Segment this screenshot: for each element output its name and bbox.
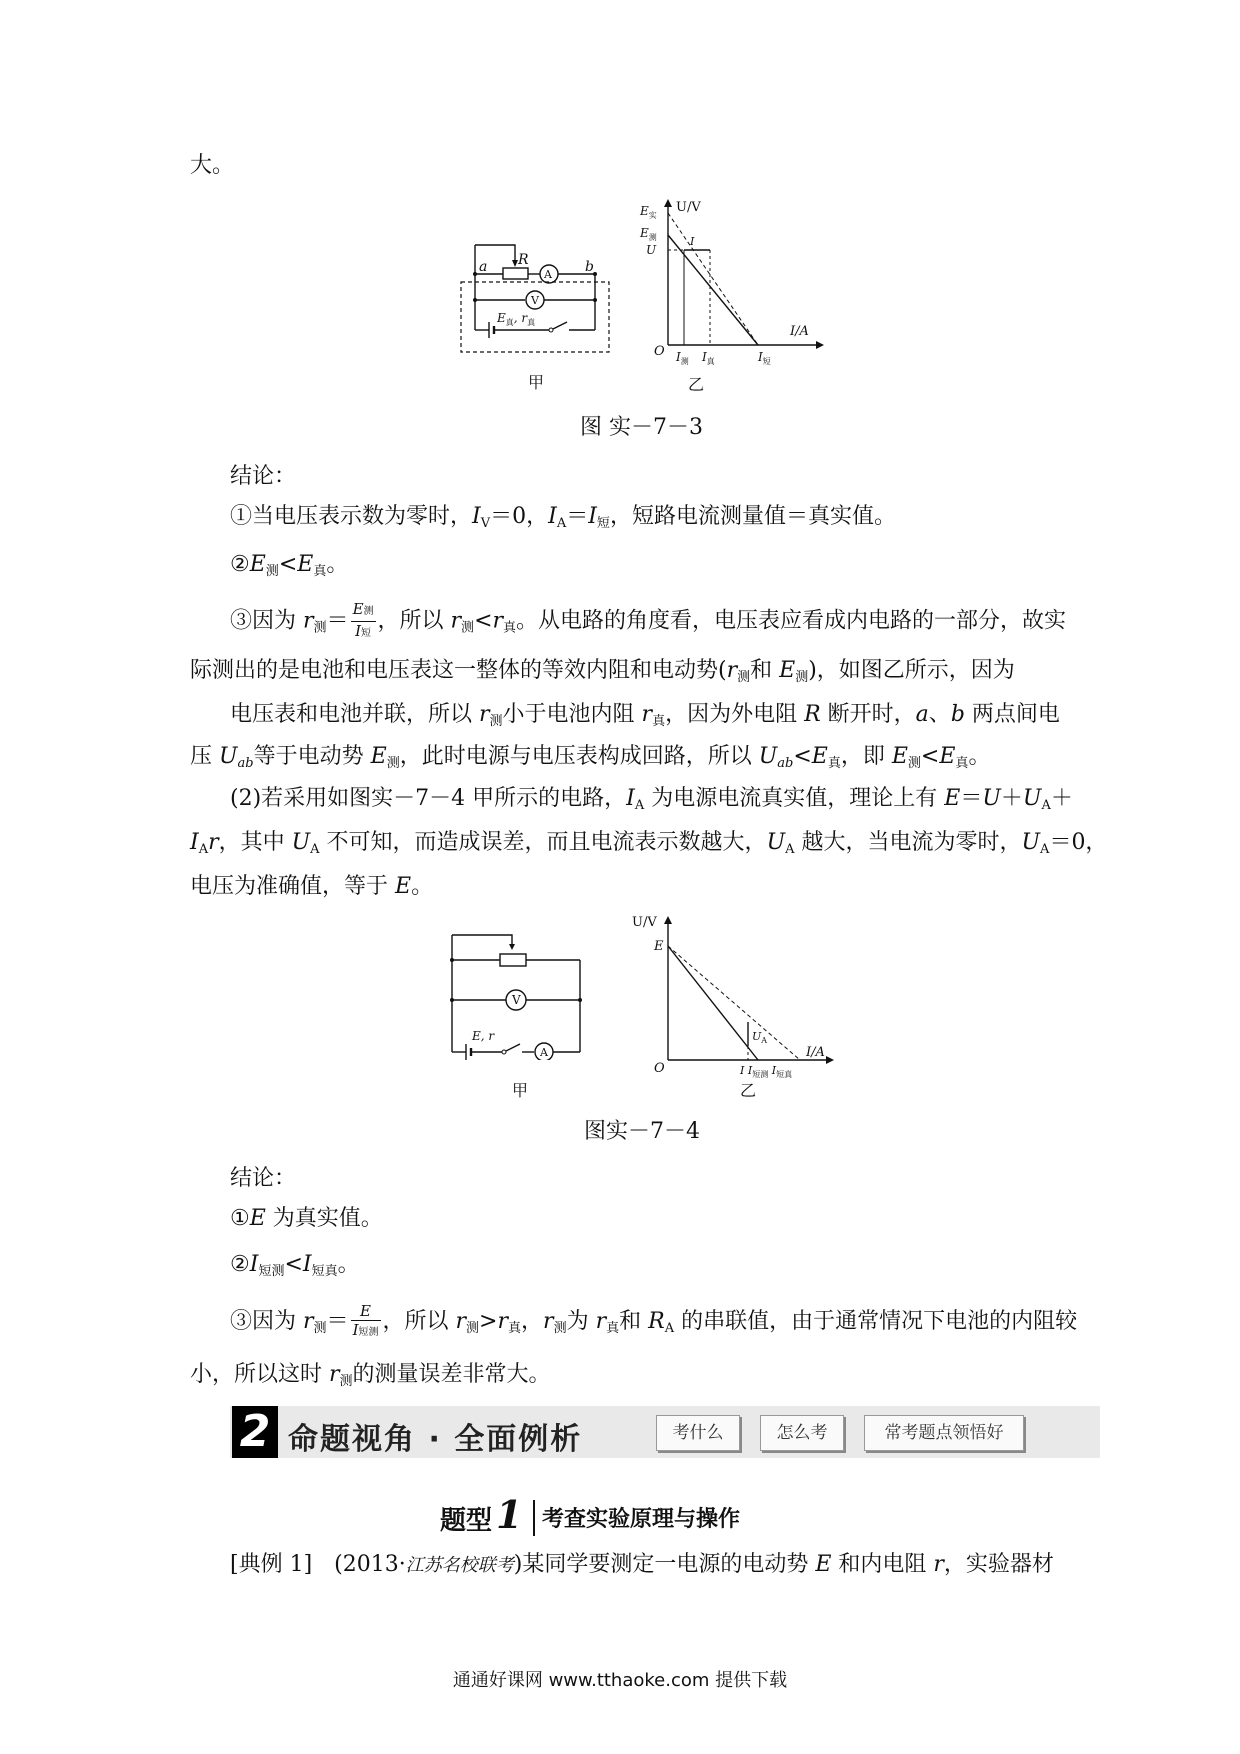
banner-title: 命题视角 · 全面例析 <box>288 1422 583 1457</box>
sec1-p7: (2)若采用如图实－7－4 甲所示的电路，$I_A$ 为电源电流真实值，理论上有 $E=U+U_A+$ <box>230 786 1073 813</box>
sec2-p4: 小，所以这时 $r_测$的测量误差非常大。 <box>190 1362 551 1389</box>
fig3-caption: 图 实－7－3 <box>580 415 703 440</box>
svg-text:I短: $I_短$ <box>758 350 771 366</box>
example-line: [典例 1] (2013·江苏名校联考)某同学要测定一电源的电动势 E 和内电阻 r，实验器材 <box>230 1552 1054 1577</box>
svg-text:E实: $E_实$ <box>640 204 657 220</box>
fig3-ylabel: U/V <box>676 200 701 215</box>
svg-text:UA: $U_A$ <box>752 1030 768 1045</box>
svg-text:I I短测 I短真: I $I_{短测}$ $I_{短真}$ <box>740 1064 793 1079</box>
top-fragment: 大。 <box>190 153 235 178</box>
type-label: 题型 <box>440 1506 493 1536</box>
fig3-label-R: R <box>518 252 529 268</box>
banner-button-how[interactable]: 怎么考 <box>760 1415 844 1451</box>
fig4-label-V: V <box>512 993 521 1007</box>
fig3-left-label: 甲 <box>528 373 545 392</box>
sec1-p9: 电压为准确值，等于 E。 <box>190 874 434 899</box>
type-number: 1 <box>496 1492 523 1537</box>
svg-text:I真: $I_真$ <box>702 350 715 366</box>
svg-text:U: U <box>646 243 657 257</box>
sec2-p3: ③因为 $r_测=$ $\frac{E}{\text{I短测}}$ ，所以 $r_测>r_真$，$r_测$为 $r_真$和 $R_A$ 的串联值，由于通常情况下电池的内阻较 <box>230 1302 1077 1344</box>
sec1-p3: ③因为 $r_测=$ $\frac{\text{E测}}{\text{I短}}$ ，所以 $r_测<r_真$。从电路的角度看，电压表应看成内电路的一部分，故实 <box>230 600 1066 644</box>
fig4-ylabel: U/V <box>632 915 657 930</box>
sec1-p1: ①当电压表示数为零时，$I_V=0$，$I_A=I_短$，短路电流测量值＝真实值。 <box>230 504 896 531</box>
sec2-p1: ①E 为真实值。 <box>230 1206 383 1231</box>
fig4-left-label: 甲 <box>512 1081 529 1100</box>
fig3-label-A: A <box>544 268 552 281</box>
fig3-label-V: V <box>531 294 539 307</box>
fig4-xlabel: I/A <box>806 1045 825 1060</box>
sec1-p5: 电压表和电池并联，所以 $r_测$小于电池内阻 $r_真$，因为外电阻 R 断开时，a、b 两点间电 <box>230 702 1060 729</box>
fig3-label-a: a <box>479 259 488 275</box>
svg-text:E测: $E_测$ <box>640 226 657 242</box>
page-footer: 通通好课网 www.tthaoke.com 提供下载 <box>452 1670 788 1691</box>
section-banner <box>230 1406 1100 1458</box>
sec1-conclusion: 结论： <box>230 464 297 489</box>
sec1-p8: $I_Ar$，其中 $U_A$ 不可知，而造成误差，而且电流表示数越大，$U_A$ 越大，当电流为零时，$U_A=0$， <box>190 830 1108 857</box>
fig3-xlabel: I/A <box>790 324 809 339</box>
fig4-graph <box>630 910 850 1080</box>
fig3-label-b: b <box>585 259 594 275</box>
fig3-origin: O <box>654 344 665 359</box>
type-divider <box>533 1500 535 1536</box>
type-title: 考查实验原理与操作 <box>542 1507 741 1532</box>
banner-number: 2 <box>232 1406 278 1458</box>
fig4-origin: O <box>654 1061 665 1076</box>
sec2-conclusion: 结论： <box>230 1166 297 1191</box>
fig4-circuit-diagram <box>440 920 600 1060</box>
sec2-p2: $②I_{短测}<I_{短真}$。 <box>230 1252 360 1279</box>
sec1-p2: $②E_测<E_真$。 <box>230 552 349 579</box>
svg-text:E: E <box>654 939 664 954</box>
svg-text:I: I <box>690 235 695 248</box>
svg-text:I测: $I_测$ <box>676 350 689 366</box>
sec1-p4: 际测出的是电池和电压表这一整体的等效内阻和电动势($r_测$和 $E_测$)，如图乙所示，因为 <box>190 658 1015 685</box>
sec1-p6: 压 $U_{ab}$等于电动势 $E_测$，此时电源与电压表构成回路，所以 $U_{ab}<E_真$，即 $E_测<E_真$。 <box>190 744 991 771</box>
fig4-caption: 图实－7－4 <box>584 1119 700 1144</box>
svg-text:E, r: E, r <box>472 1029 495 1043</box>
sec1-fraction: $\frac{\text{E测}}{\text{I短}}$ <box>352 600 374 640</box>
fig3-circuit-diagram <box>455 230 615 370</box>
svg-text:E真, r真: $E_真$, $r_真$ <box>497 311 536 327</box>
fig3-graph <box>630 195 830 370</box>
banner-button-common-points[interactable]: 常考题点领悟好 <box>864 1415 1024 1451</box>
sec2-fraction: $\frac{E}{\text{I短测}}$ <box>352 1302 379 1339</box>
fig4-right-label: 乙 <box>740 1081 757 1100</box>
fig3-right-label: 乙 <box>688 375 705 394</box>
fig4-label-A: A <box>540 1046 548 1059</box>
banner-button-what[interactable]: 考什么 <box>656 1415 740 1451</box>
